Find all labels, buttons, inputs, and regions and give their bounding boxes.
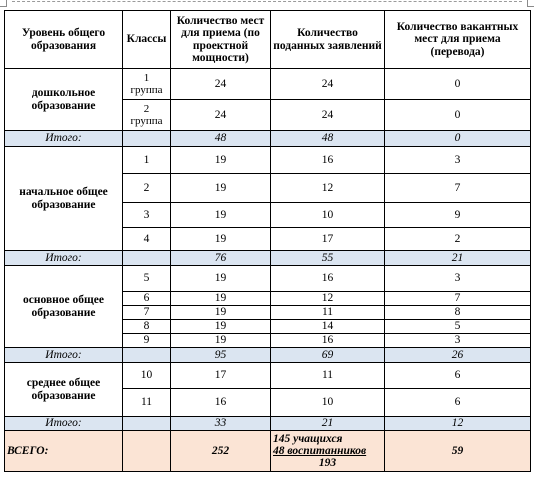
level-preschool: дошкольное образование <box>5 69 123 131</box>
class-cell: 11 <box>123 389 171 417</box>
class-cell: 9 <box>123 334 171 348</box>
grand-total-empty <box>123 431 171 472</box>
capacity-cell: 24 <box>171 100 271 131</box>
applications-cell: 12 <box>271 292 385 306</box>
applications-cell: 17 <box>271 228 385 251</box>
subtotal-empty <box>123 131 171 147</box>
class-cell: 10 <box>123 363 171 389</box>
vacant-cell: 6 <box>385 389 531 417</box>
subtotal-row <box>5 348 531 363</box>
capacity-cell: 19 <box>171 174 271 203</box>
subtotal-vacant: 21 <box>385 251 531 266</box>
subtotal-applications: 55 <box>271 251 385 266</box>
capacity-cell: 19 <box>171 334 271 348</box>
applications-cell: 16 <box>271 147 385 174</box>
vacant-cell: 9 <box>385 203 531 228</box>
capacity-cell: 24 <box>171 69 271 100</box>
subtotal-label: Итого: <box>5 348 123 363</box>
subtotal-label: Итого: <box>5 417 123 431</box>
class-cell: 5 <box>123 266 171 292</box>
grand-total-vacant: 59 <box>385 431 531 472</box>
header-vacant: Количество вакантных мест для приема (перевода) <box>385 11 531 69</box>
subtotal-applications: 69 <box>271 348 385 363</box>
class-cell: 3 <box>123 203 171 228</box>
vacant-cell: 0 <box>385 100 531 131</box>
capacity-cell: 19 <box>171 147 271 174</box>
vacant-cell: 5 <box>385 320 531 334</box>
applications-cell: 10 <box>271 203 385 228</box>
capacity-cell: 19 <box>171 203 271 228</box>
applications-cell: 24 <box>271 69 385 100</box>
class-cell: 1 <box>123 147 171 174</box>
capacity-cell: 19 <box>171 306 271 320</box>
page-corner-mark-left <box>0 0 7 7</box>
capacity-cell: 19 <box>171 320 271 334</box>
vacant-cell: 0 <box>385 69 531 100</box>
capacity-cell: 16 <box>171 389 271 417</box>
level-basic: основное общее образование <box>5 266 123 348</box>
subtotal-empty <box>123 251 171 266</box>
level-secondary: среднее общее образование <box>5 363 123 417</box>
capacity-cell: 19 <box>171 266 271 292</box>
header-capacity: Количество мест для приема (по проектной мощности) <box>171 11 271 69</box>
subtotal-capacity: 95 <box>171 348 271 363</box>
subtotal-capacity: 48 <box>171 131 271 147</box>
page-boundary-line <box>12 1 522 2</box>
applications-cell: 11 <box>271 306 385 320</box>
applications-cell: 12 <box>271 174 385 203</box>
applications-cell: 16 <box>271 266 385 292</box>
subtotal-vacant: 26 <box>385 348 531 363</box>
capacity-cell: 19 <box>171 228 271 251</box>
subtotal-label: Итого: <box>5 251 123 266</box>
class-cell: 6 <box>123 292 171 306</box>
page-corner-mark-right <box>527 0 534 7</box>
subtotal-applications: 48 <box>271 131 385 147</box>
vacant-cell: 7 <box>385 292 531 306</box>
table-row <box>5 266 531 292</box>
vacant-cell: 7 <box>385 174 531 203</box>
class-cell: 8 <box>123 320 171 334</box>
grand-total-applications-sum: 193 <box>318 457 337 470</box>
subtotal-empty <box>123 417 171 431</box>
applications-cell: 11 <box>271 363 385 389</box>
header-level: Уровень общего образования <box>5 11 123 69</box>
grand-total-label: ВСЕГО: <box>5 431 123 472</box>
class-cell: 4 <box>123 228 171 251</box>
subtotal-capacity: 76 <box>171 251 271 266</box>
header-classes: Классы <box>123 11 171 69</box>
class-cell: 1 группа <box>123 69 171 100</box>
applications-cell: 10 <box>271 389 385 417</box>
applications-cell: 16 <box>271 334 385 348</box>
vacant-cell: 3 <box>385 266 531 292</box>
class-cell: 2 группа <box>123 100 171 131</box>
applications-cell: 24 <box>271 100 385 131</box>
header-applications: Количество поданных заявлений <box>271 11 385 69</box>
admission-table <box>4 10 531 472</box>
vacant-cell: 2 <box>385 228 531 251</box>
vacant-cell: 6 <box>385 363 531 389</box>
capacity-cell: 19 <box>171 292 271 306</box>
class-cell: 2 <box>123 174 171 203</box>
level-primary: начальное общее образование <box>5 147 123 251</box>
grand-total-applications <box>271 431 385 472</box>
table-row <box>5 363 531 389</box>
subtotal-label: Итого: <box>5 131 123 147</box>
table-row <box>5 69 531 100</box>
page-top-edge <box>0 0 535 7</box>
subtotal-applications: 21 <box>271 417 385 431</box>
vacant-cell: 3 <box>385 334 531 348</box>
subtotal-vacant: 0 <box>385 131 531 147</box>
applications-cell: 14 <box>271 320 385 334</box>
grand-total-applications-students: 145 учащихся <box>273 432 343 445</box>
table-row <box>5 147 531 174</box>
subtotal-capacity: 33 <box>171 417 271 431</box>
vacant-cell: 3 <box>385 147 531 174</box>
subtotal-row <box>5 131 531 147</box>
subtotal-row <box>5 251 531 266</box>
grand-total-applications-pupils: 48 воспитанников <box>273 444 367 457</box>
subtotal-empty <box>123 348 171 363</box>
header-row <box>5 11 531 69</box>
capacity-cell: 17 <box>171 363 271 389</box>
subtotal-row <box>5 417 531 431</box>
subtotal-vacant: 12 <box>385 417 531 431</box>
grand-total-capacity: 252 <box>171 431 271 472</box>
vacant-cell: 8 <box>385 306 531 320</box>
grand-total-row <box>5 431 531 472</box>
class-cell: 7 <box>123 306 171 320</box>
